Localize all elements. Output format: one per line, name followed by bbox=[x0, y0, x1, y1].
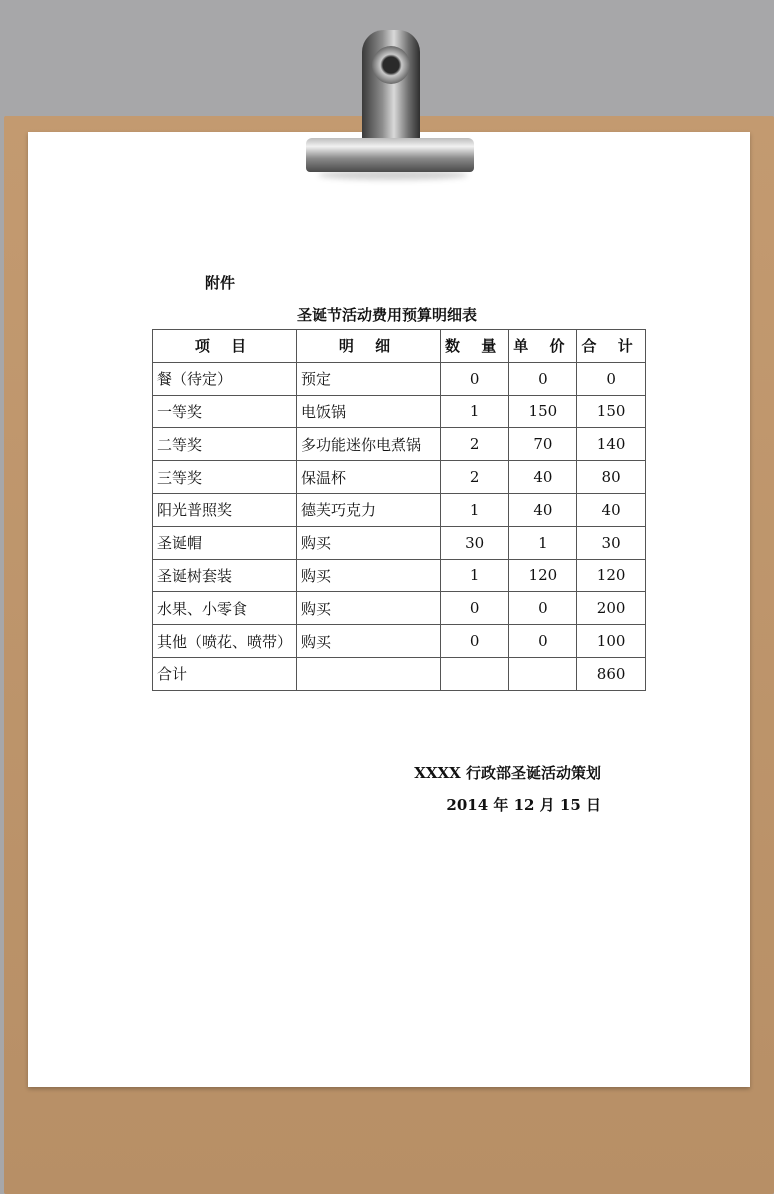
cell-item: 一等奖 bbox=[153, 395, 297, 428]
cell-quantity: 1 bbox=[441, 395, 509, 428]
cell-quantity: 2 bbox=[441, 428, 509, 461]
cell-total: 30 bbox=[577, 526, 645, 559]
cell-quantity: 1 bbox=[441, 493, 509, 526]
header-total: 合 计 bbox=[577, 330, 645, 363]
cell-quantity: 1 bbox=[441, 559, 509, 592]
cell-total: 140 bbox=[577, 428, 645, 461]
header-unit-price: 单 价 bbox=[509, 330, 577, 363]
table-row bbox=[153, 395, 646, 428]
table-row bbox=[153, 362, 646, 395]
cell-detail: 多功能迷你电煮锅 bbox=[297, 428, 441, 461]
cell-item: 水果、小零食 bbox=[153, 592, 297, 625]
cell-unit-price: 0 bbox=[509, 592, 577, 625]
cell-unit-price: 40 bbox=[509, 461, 577, 494]
cell-detail bbox=[297, 657, 441, 690]
cell-total: 100 bbox=[577, 625, 645, 658]
cell-item: 圣诞帽 bbox=[153, 526, 297, 559]
table-row bbox=[153, 526, 646, 559]
table-row bbox=[153, 461, 646, 494]
cell-total: 40 bbox=[577, 493, 645, 526]
cell-unit-price: 0 bbox=[509, 625, 577, 658]
cell-item: 餐（待定） bbox=[153, 362, 297, 395]
cell-quantity: 0 bbox=[441, 625, 509, 658]
cell-item: 其他（喷花、喷带） bbox=[153, 625, 297, 658]
cell-total: 120 bbox=[577, 559, 645, 592]
cell-unit-price: 0 bbox=[509, 362, 577, 395]
cell-detail: 预定 bbox=[297, 362, 441, 395]
binder-clip-icon bbox=[306, 138, 474, 172]
clip-ring-icon bbox=[372, 46, 410, 84]
cell-detail: 购买 bbox=[297, 559, 441, 592]
table-row bbox=[153, 592, 646, 625]
signature-date: 2014 年 12 月 15 日 bbox=[446, 796, 601, 814]
cell-quantity: 30 bbox=[441, 526, 509, 559]
page-title: 圣诞节活动费用预算明细表 bbox=[296, 306, 477, 324]
cell-total: 860 bbox=[577, 657, 645, 690]
cell-unit-price bbox=[509, 657, 577, 690]
cell-total: 150 bbox=[577, 395, 645, 428]
cell-item: 二等奖 bbox=[153, 428, 297, 461]
table-header-row bbox=[153, 330, 646, 363]
cell-quantity: 0 bbox=[441, 362, 509, 395]
budget-table bbox=[152, 329, 646, 691]
header-quantity: 数 量 bbox=[441, 330, 509, 363]
cell-unit-price: 1 bbox=[509, 526, 577, 559]
header-detail: 明 细 bbox=[297, 330, 441, 363]
cell-item: 阳光普照奖 bbox=[153, 493, 297, 526]
cell-detail: 德芙巧克力 bbox=[297, 493, 441, 526]
cell-detail: 电饭锅 bbox=[297, 395, 441, 428]
cell-item: 合计 bbox=[153, 657, 297, 690]
cell-quantity bbox=[441, 657, 509, 690]
table-row bbox=[153, 428, 646, 461]
cell-total: 80 bbox=[577, 461, 645, 494]
cell-detail: 购买 bbox=[297, 526, 441, 559]
signature-organization: XXXX 行政部圣诞活动策划 bbox=[414, 764, 601, 782]
table-row bbox=[153, 625, 646, 658]
cell-unit-price: 120 bbox=[509, 559, 577, 592]
cell-detail: 购买 bbox=[297, 592, 441, 625]
cell-unit-price: 40 bbox=[509, 493, 577, 526]
cell-quantity: 2 bbox=[441, 461, 509, 494]
header-item: 项 目 bbox=[153, 330, 297, 363]
cell-item: 三等奖 bbox=[153, 461, 297, 494]
cell-unit-price: 70 bbox=[509, 428, 577, 461]
cell-detail: 购买 bbox=[297, 625, 441, 658]
cell-quantity: 0 bbox=[441, 592, 509, 625]
cell-item: 圣诞树套装 bbox=[153, 559, 297, 592]
table-row bbox=[153, 559, 646, 592]
attachment-label: 附件 bbox=[205, 274, 236, 292]
table-row bbox=[153, 493, 646, 526]
cell-total: 200 bbox=[577, 592, 645, 625]
cell-detail: 保温杯 bbox=[297, 461, 441, 494]
cell-unit-price: 150 bbox=[509, 395, 577, 428]
table-row bbox=[153, 657, 646, 690]
cell-total: 0 bbox=[577, 362, 645, 395]
